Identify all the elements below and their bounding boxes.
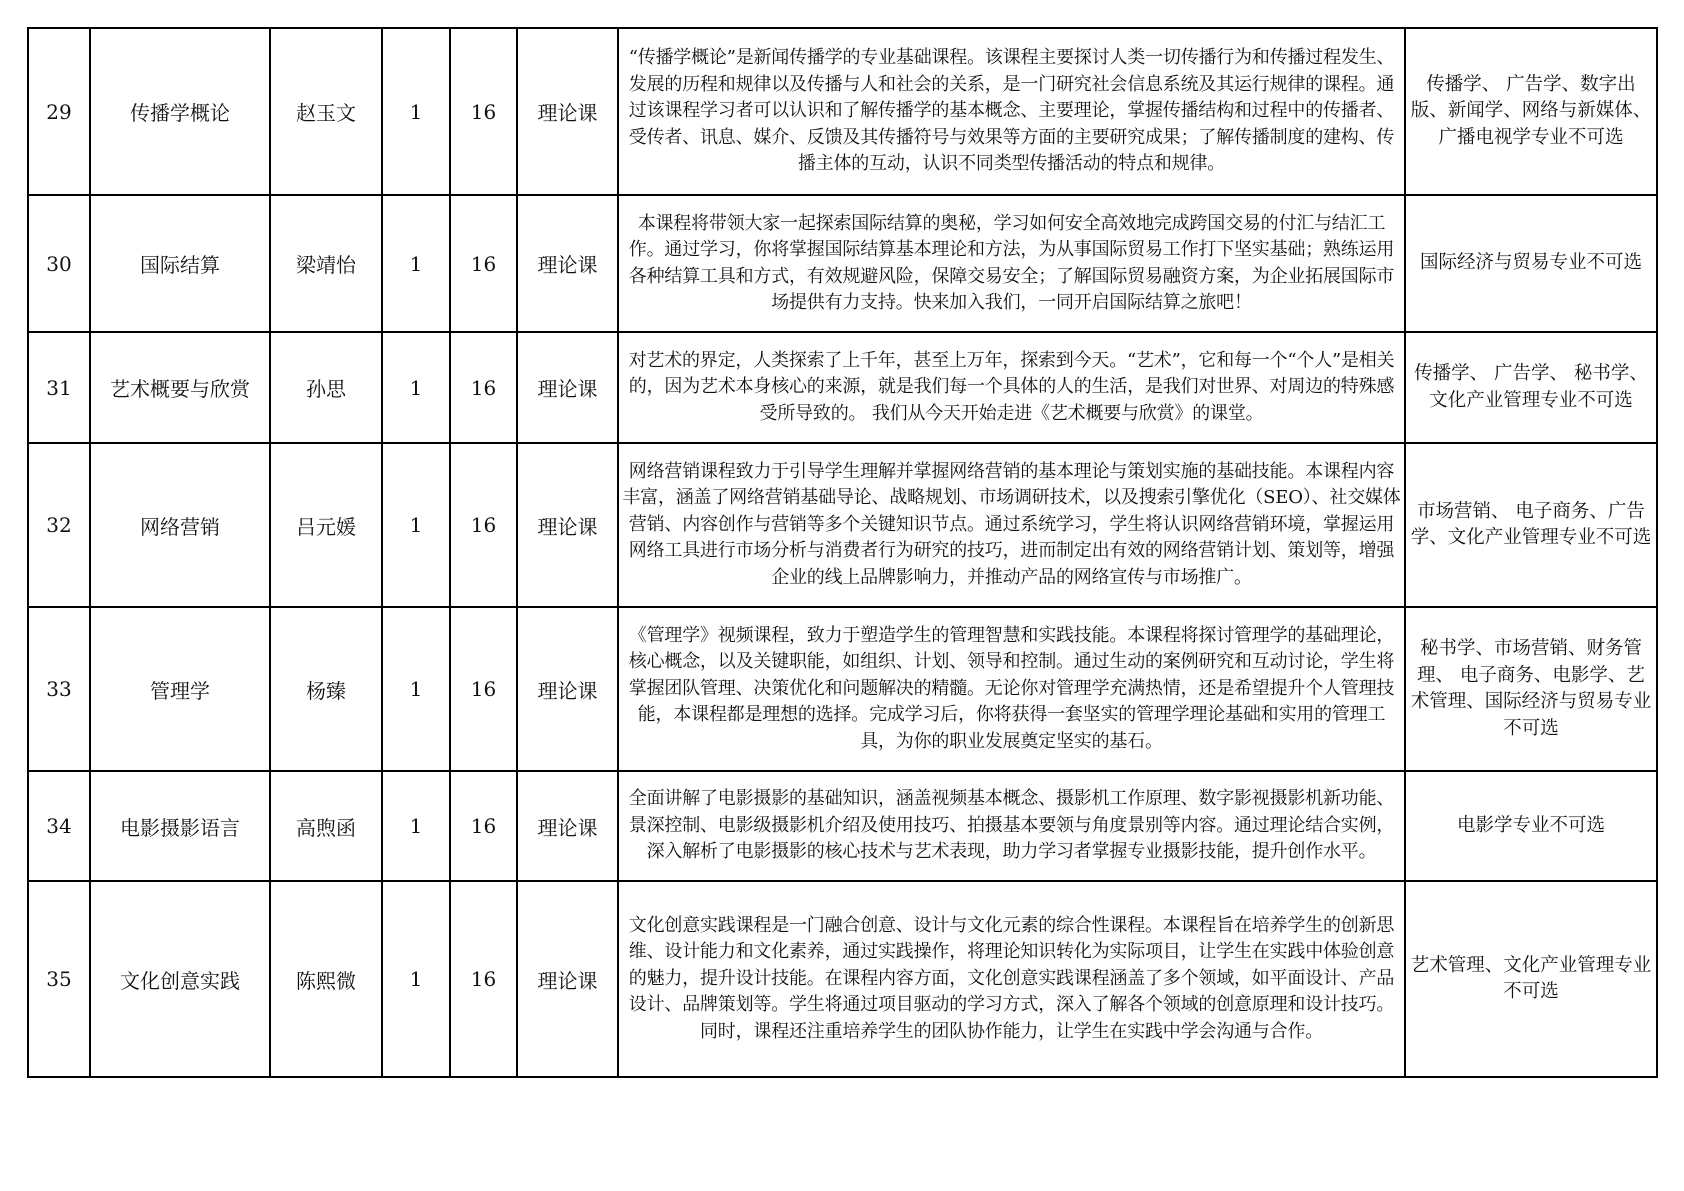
course-description: 网络营销课程致力于引导学生理解并掌握网络营销的基本理论与策划实施的基础技能。本课程内容丰富，涵盖了网络营销基础导论、战略规划、市场调研技术，以及搜索引擎优化（SEO）、社交媒体营销、内容创作与营销等多个关键知识节点。通过系统学习，学生将认识网络营销环境，掌握运用网络工具进行市场分析与消费者行为研究的技巧，进而制定出有效的网络营销计划、策划等，增强企业的线上品牌影响力，并推动产品的网络宣传与市场推广。 (618, 443, 1405, 607)
course-description: “传播学概论”是新闻传播学的专业基础课程。该课程主要探讨人类一切传播行为和传播过程发生、发展的历程和规律以及传播与人和社会的关系，是一门研究社会信息系统及其运行规律的课程。通过该课程学习者可以认识和了解传播学的基本概念、主要理论，掌握传播结构和过程中的传播者、受传者、讯息、媒介、反馈及其传播符号与效果等方面的主要研究成果；了解传播制度的建构、传播主体的互动，认识不同类型传播活动的特点和规律。 (618, 28, 1405, 195)
course-name: 管理学 (90, 607, 270, 771)
table-row (28, 881, 1657, 1077)
major-restriction: 市场营销、 电子商务、广告学、文化产业管理专业不可选 (1405, 443, 1657, 607)
course-number: 31 (28, 332, 90, 443)
course-description: 对艺术的界定，人类探索了上千年，甚至上万年，探索到今天。“艺术”，它和每一个“个人”是相关的，因为艺术本身核心的来源，就是我们每一个具体的人的生活，是我们对世界、对周边的特殊感受所导致的。 我们从今天开始走进《艺术概要与欣赏》的课堂。 (618, 332, 1405, 443)
course-type: 理论课 (517, 28, 618, 195)
credit: 1 (382, 881, 450, 1077)
course-description: 文化创意实践课程是一门融合创意、设计与文化元素的综合性课程。本课程旨在培养学生的创新思维、设计能力和文化素养，通过实践操作，将理论知识转化为实际项目，让学生在实践中体验创意的魅力，提升设计技能。在课程内容方面，文化创意实践课程涵盖了多个领域，如平面设计、产品设计、品牌策划等。学生将通过项目驱动的学习方式，深入了解各个领域的创意原理和设计技巧。同时，课程还注重培养学生的团队协作能力，让学生在实践中学会沟通与合作。 (618, 881, 1405, 1077)
teacher-name: 吕元媛 (270, 443, 382, 607)
course-name: 国际结算 (90, 195, 270, 332)
hours: 16 (450, 195, 517, 332)
course-number: 32 (28, 443, 90, 607)
course-description: 本课程将带领大家一起探索国际结算的奥秘，学习如何安全高效地完成跨国交易的付汇与结汇工作。通过学习，你将掌握国际结算基本理论和方法，为从事国际贸易工作打下坚实基础；熟练运用各种结算工具和方式，有效规避风险，保障交易安全；了解国际贸易融资方案，为企业拓展国际市场提供有力支持。快来加入我们，一同开启国际结算之旅吧！ (618, 195, 1405, 332)
teacher-name: 陈熙微 (270, 881, 382, 1077)
course-type: 理论课 (517, 443, 618, 607)
major-restriction: 传播学、 广告学、 秘书学、文化产业管理专业不可选 (1405, 332, 1657, 443)
course-table (27, 27, 1658, 1078)
course-name: 网络营销 (90, 443, 270, 607)
credit: 1 (382, 195, 450, 332)
table-row (28, 607, 1657, 771)
hours: 16 (450, 881, 517, 1077)
hours: 16 (450, 28, 517, 195)
credit: 1 (382, 607, 450, 771)
major-restriction: 国际经济与贸易专业不可选 (1405, 195, 1657, 332)
table-row (28, 195, 1657, 332)
table-row (28, 771, 1657, 881)
major-restriction: 电影学专业不可选 (1405, 771, 1657, 881)
table-row (28, 443, 1657, 607)
table-row (28, 28, 1657, 195)
course-type: 理论课 (517, 881, 618, 1077)
hours: 16 (450, 771, 517, 881)
hours: 16 (450, 443, 517, 607)
course-type: 理论课 (517, 771, 618, 881)
hours: 16 (450, 332, 517, 443)
course-number: 30 (28, 195, 90, 332)
teacher-name: 孙思 (270, 332, 382, 443)
major-restriction: 秘书学、市场营销、财务管理、 电子商务、电影学、艺术管理、国际经济与贸易专业不可选 (1405, 607, 1657, 771)
teacher-name: 梁靖怡 (270, 195, 382, 332)
course-name: 艺术概要与欣赏 (90, 332, 270, 443)
major-restriction: 艺术管理、文化产业管理专业不可选 (1405, 881, 1657, 1077)
course-number: 34 (28, 771, 90, 881)
course-description: 《管理学》视频课程，致力于塑造学生的管理智慧和实践技能。本课程将探讨管理学的基础理论，核心概念，以及关键职能，如组织、计划、领导和控制。通过生动的案例研究和互动讨论，学生将掌握团队管理、决策优化和问题解决的精髓。无论你对管理学充满热情，还是希望提升个人管理技能，本课程都是理想的选择。完成学习后，你将获得一套坚实的管理学理论基础和实用的管理工具，为你的职业发展奠定坚实的基石。 (618, 607, 1405, 771)
course-name: 电影摄影语言 (90, 771, 270, 881)
major-restriction: 传播学、 广告学、数字出版、新闻学、网络与新媒体、广播电视学专业不可选 (1405, 28, 1657, 195)
course-name: 文化创意实践 (90, 881, 270, 1077)
credit: 1 (382, 332, 450, 443)
table-row (28, 332, 1657, 443)
course-number: 35 (28, 881, 90, 1077)
teacher-name: 高煦函 (270, 771, 382, 881)
course-name: 传播学概论 (90, 28, 270, 195)
teacher-name: 赵玉文 (270, 28, 382, 195)
course-type: 理论课 (517, 195, 618, 332)
credit: 1 (382, 443, 450, 607)
hours: 16 (450, 607, 517, 771)
course-number: 33 (28, 607, 90, 771)
course-type: 理论课 (517, 332, 618, 443)
credit: 1 (382, 28, 450, 195)
course-description: 全面讲解了电影摄影的基础知识，涵盖视频基本概念、摄影机工作原理、数字影视摄影机新功能、景深控制、电影级摄影机介绍及使用技巧、拍摄基本要领与角度景别等内容。通过理论结合实例，深入解析了电影摄影的核心技术与艺术表现，助力学习者掌握专业摄影技能，提升创作水平。 (618, 771, 1405, 881)
teacher-name: 杨臻 (270, 607, 382, 771)
credit: 1 (382, 771, 450, 881)
course-number: 29 (28, 28, 90, 195)
course-type: 理论课 (517, 607, 618, 771)
